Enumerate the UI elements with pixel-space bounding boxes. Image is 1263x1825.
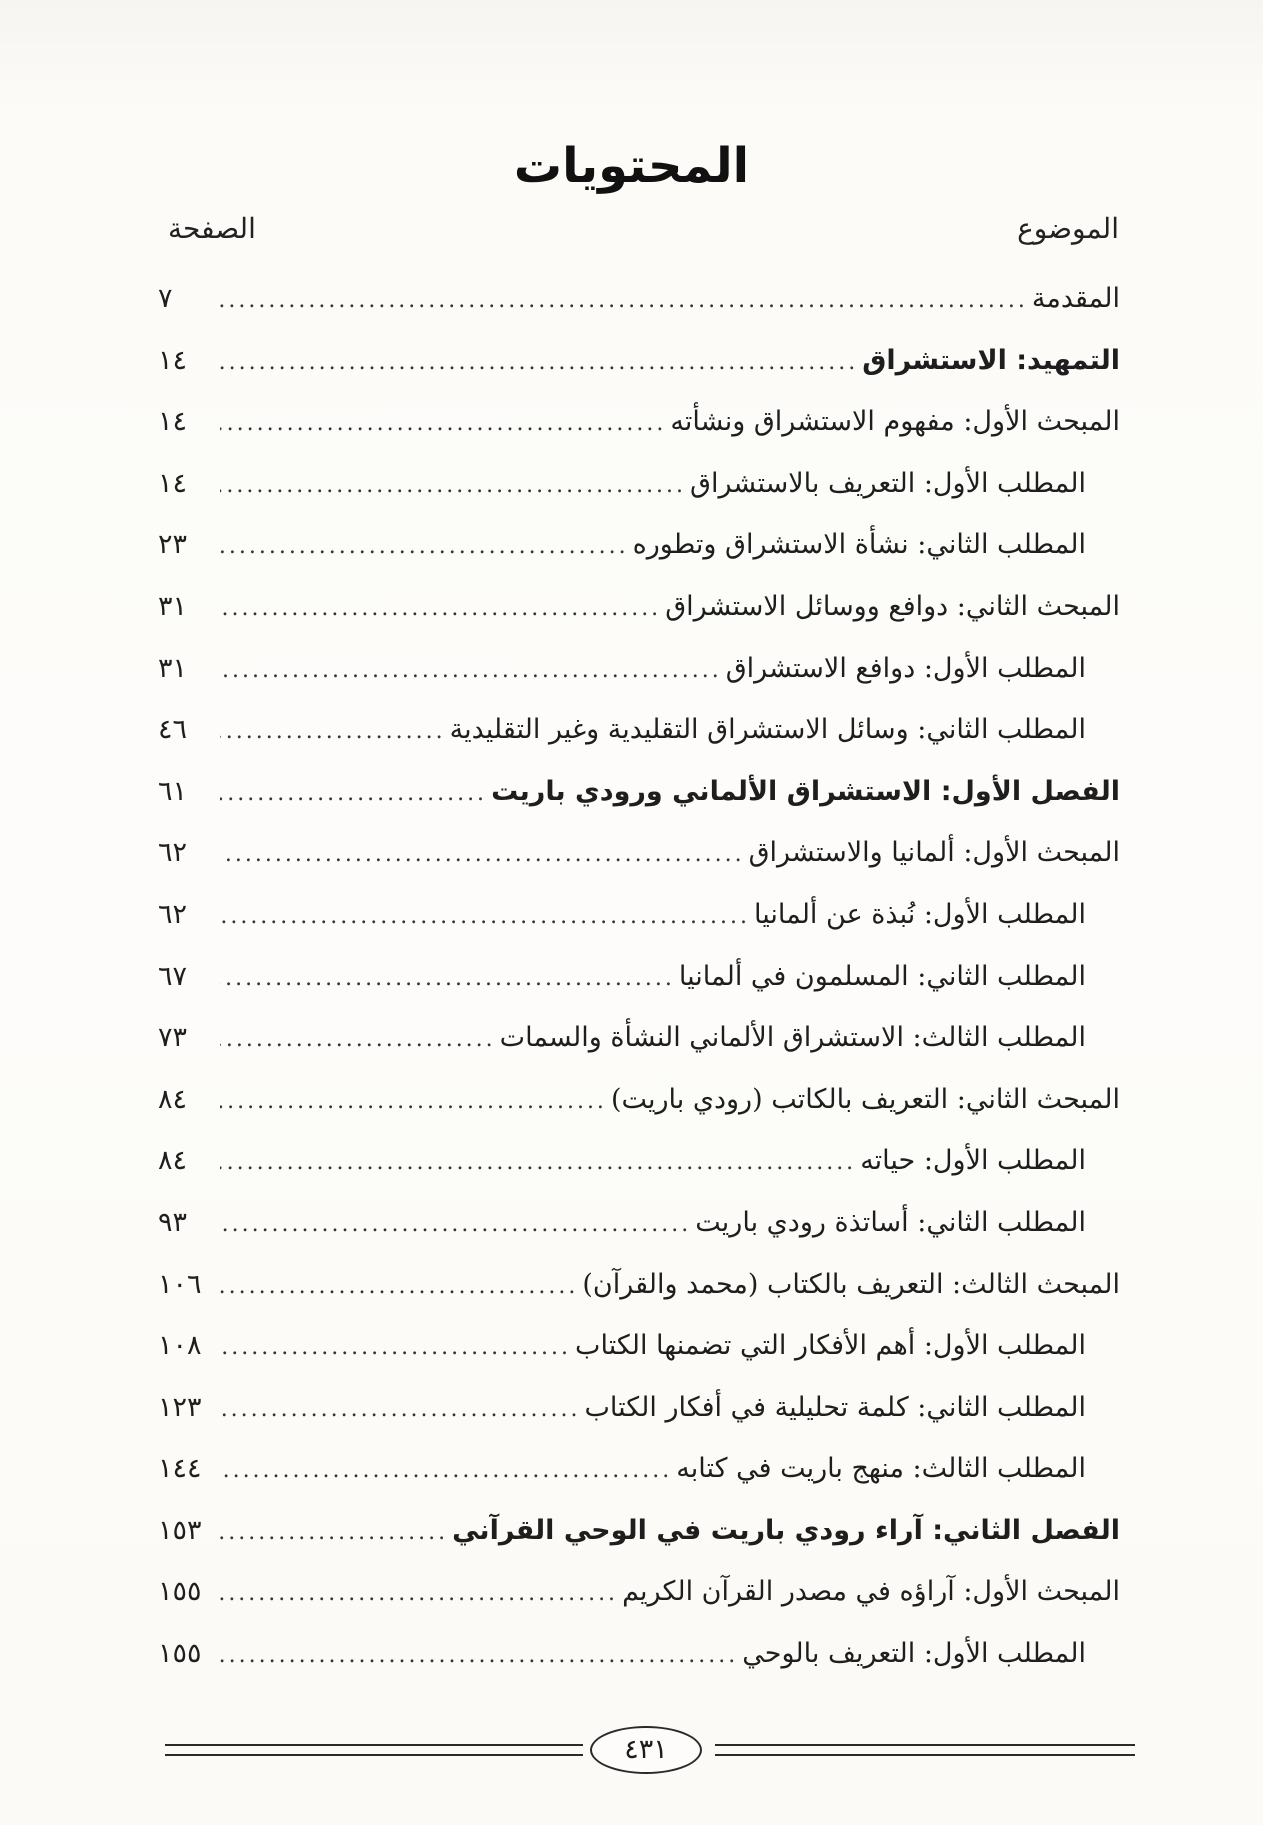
toc-entry-page: ٦٧: [158, 960, 188, 992]
toc-entry-page: ٣١: [158, 590, 188, 622]
toc-entry-label: المطلب الثالث: الاستشراق الألماني النشأة والسمات: [499, 1022, 1086, 1054]
table-of-contents: [158, 268, 1120, 1685]
toc-entry[interactable]: [158, 1561, 1120, 1623]
toc-entry-label: المطلب الثاني: أساتذة رودي باريت: [695, 1206, 1086, 1238]
toc-entry-label: المبحث الثاني: التعريف بالكاتب (رودي باريت): [610, 1083, 1120, 1115]
toc-entry-page: ٤٦: [158, 714, 188, 746]
footer-rule-left: [165, 1744, 583, 1756]
toc-entry-label: المطلب الأول: التعريف بالاستشراق: [690, 467, 1086, 499]
toc-entry-page: ٧: [158, 283, 173, 314]
dot-leader: [220, 455, 686, 517]
toc-entry-page: ٢٣: [158, 529, 188, 561]
toc-entry-page: ٦١: [158, 775, 188, 807]
dot-leader: [220, 393, 666, 455]
page-title: المحتويات: [513, 138, 750, 194]
toc-entry-label: المطلب الأول: نُبذة عن ألمانيا: [753, 898, 1086, 930]
toc-entry-page: ١٤: [158, 406, 188, 438]
toc-entry-label: المطلب الأول: التعريف بالوحي: [742, 1638, 1086, 1670]
toc-entry[interactable]: [158, 638, 1120, 700]
toc-entry[interactable]: [158, 1254, 1120, 1316]
toc-entry-page: ١٤٤: [158, 1453, 202, 1485]
toc-entry-label: المبحث الثالث: التعريف بالكتاب (محمد والقرآن): [582, 1268, 1120, 1300]
toc-entry[interactable]: [158, 391, 1120, 453]
dot-leader: [220, 1256, 578, 1318]
toc-entry-page: ١٠٦: [158, 1268, 202, 1300]
toc-entry-label: المطلب الأول: أهم الأفكار التي تضمنها الكتاب: [575, 1330, 1086, 1362]
dot-leader: [220, 701, 446, 763]
toc-entry[interactable]: [158, 946, 1120, 1008]
toc-entry[interactable]: [158, 1438, 1120, 1500]
toc-entry-label: المبحث الأول: ألمانيا والاستشراق: [748, 837, 1120, 869]
dot-leader: [220, 1071, 607, 1133]
dot-leader: [220, 640, 722, 702]
dot-leader: [220, 1440, 672, 1502]
toc-entry-page: ٨٤: [158, 1083, 188, 1115]
toc-entry-label: المبحث الأول: آراؤه في مصدر القرآن الكريم: [622, 1576, 1120, 1608]
dot-leader: [220, 763, 487, 825]
dot-leader: [220, 1625, 738, 1687]
toc-entry-label: المطلب الأول: حياته: [860, 1145, 1086, 1177]
dot-leader: [220, 1502, 448, 1564]
toc-entry-page: ١٥٣: [158, 1514, 202, 1546]
toc-entry-label: المطلب الثاني: نشأة الاستشراق وتطوره: [632, 529, 1086, 561]
toc-entry[interactable]: [158, 761, 1120, 823]
page-column-header: الصفحة: [168, 212, 256, 245]
dot-leader: [220, 1379, 580, 1441]
toc-entry[interactable]: [158, 1377, 1120, 1439]
toc-entry-label: المطلب الثاني: كلمة تحليلية في أفكار الكتاب: [584, 1391, 1086, 1423]
toc-entry-page: ١٤: [158, 344, 188, 376]
toc-entry[interactable]: [158, 268, 1120, 330]
page-number: ٤٣١: [590, 1726, 702, 1774]
toc-entry-page: ٩٣: [158, 1206, 188, 1238]
page-footer: [165, 1732, 1135, 1772]
toc-entry-page: ٦٢: [158, 837, 188, 869]
toc-entry[interactable]: [158, 514, 1120, 576]
toc-entry-page: ٦٢: [158, 898, 188, 930]
dot-leader: [220, 578, 661, 640]
toc-entry[interactable]: [158, 1315, 1120, 1377]
dot-leader: [220, 332, 858, 394]
toc-entry[interactable]: [158, 1069, 1120, 1131]
toc-entry-label: المبحث الثاني: دوافع ووسائل الاستشراق: [665, 590, 1120, 622]
toc-entry[interactable]: [158, 576, 1120, 638]
toc-entry-page: ١٤: [158, 467, 188, 499]
dot-leader: [220, 270, 1028, 332]
toc-entry-label: الفصل الأول: الاستشراق الألماني ورودي باريت: [491, 775, 1120, 807]
dot-leader: [220, 886, 750, 948]
toc-entry-page: ١٥٥: [158, 1576, 202, 1608]
toc-entry-page: ٣١: [158, 652, 188, 684]
toc-entry-label: المطلب الثالث: منهج باريت في كتابه: [676, 1453, 1086, 1485]
dot-leader: [220, 1132, 856, 1194]
toc-entry[interactable]: [158, 1130, 1120, 1192]
dot-leader: [220, 1009, 496, 1071]
dot-leader: [220, 824, 745, 886]
toc-entry-label: المبحث الأول: مفهوم الاستشراق ونشأته: [670, 406, 1120, 438]
toc-entry[interactable]: [158, 453, 1120, 515]
dot-leader: [220, 948, 675, 1010]
toc-entry[interactable]: [158, 1500, 1120, 1562]
toc-entry[interactable]: [158, 699, 1120, 761]
dot-leader: [220, 1563, 618, 1625]
dot-leader: [220, 1194, 691, 1256]
toc-entry-label: المطلب الثاني: وسائل الاستشراق التقليدية وغير التقليدية: [449, 714, 1086, 746]
footer-rule-right: [715, 1744, 1135, 1756]
toc-entry-page: ١٢٣: [158, 1391, 202, 1423]
toc-entry-label: الفصل الثاني: آراء رودي باريت في الوحي القرآني: [452, 1514, 1120, 1546]
toc-entry[interactable]: [158, 1007, 1120, 1069]
toc-entry[interactable]: [158, 1192, 1120, 1254]
toc-entry[interactable]: [158, 330, 1120, 392]
toc-entry[interactable]: [158, 1623, 1120, 1685]
toc-entry-label: المطلب الأول: دوافع الاستشراق: [725, 652, 1086, 684]
toc-entry-label: المطلب الثاني: المسلمون في ألمانيا: [678, 960, 1086, 992]
dot-leader: [220, 1317, 571, 1379]
toc-entry[interactable]: [158, 884, 1120, 946]
topic-column-header: الموضوع: [1017, 212, 1119, 245]
toc-entry-page: ١٥٥: [158, 1638, 202, 1670]
toc-entry-label: المقدمة: [1031, 283, 1120, 314]
dot-leader: [220, 516, 629, 578]
toc-entry-page: ٨٤: [158, 1145, 188, 1177]
toc-entry[interactable]: [158, 822, 1120, 884]
toc-entry-page: ١٠٨: [158, 1330, 202, 1362]
toc-entry-label: التمهيد: الاستشراق: [862, 344, 1120, 376]
toc-entry-page: ٧٣: [158, 1022, 188, 1054]
